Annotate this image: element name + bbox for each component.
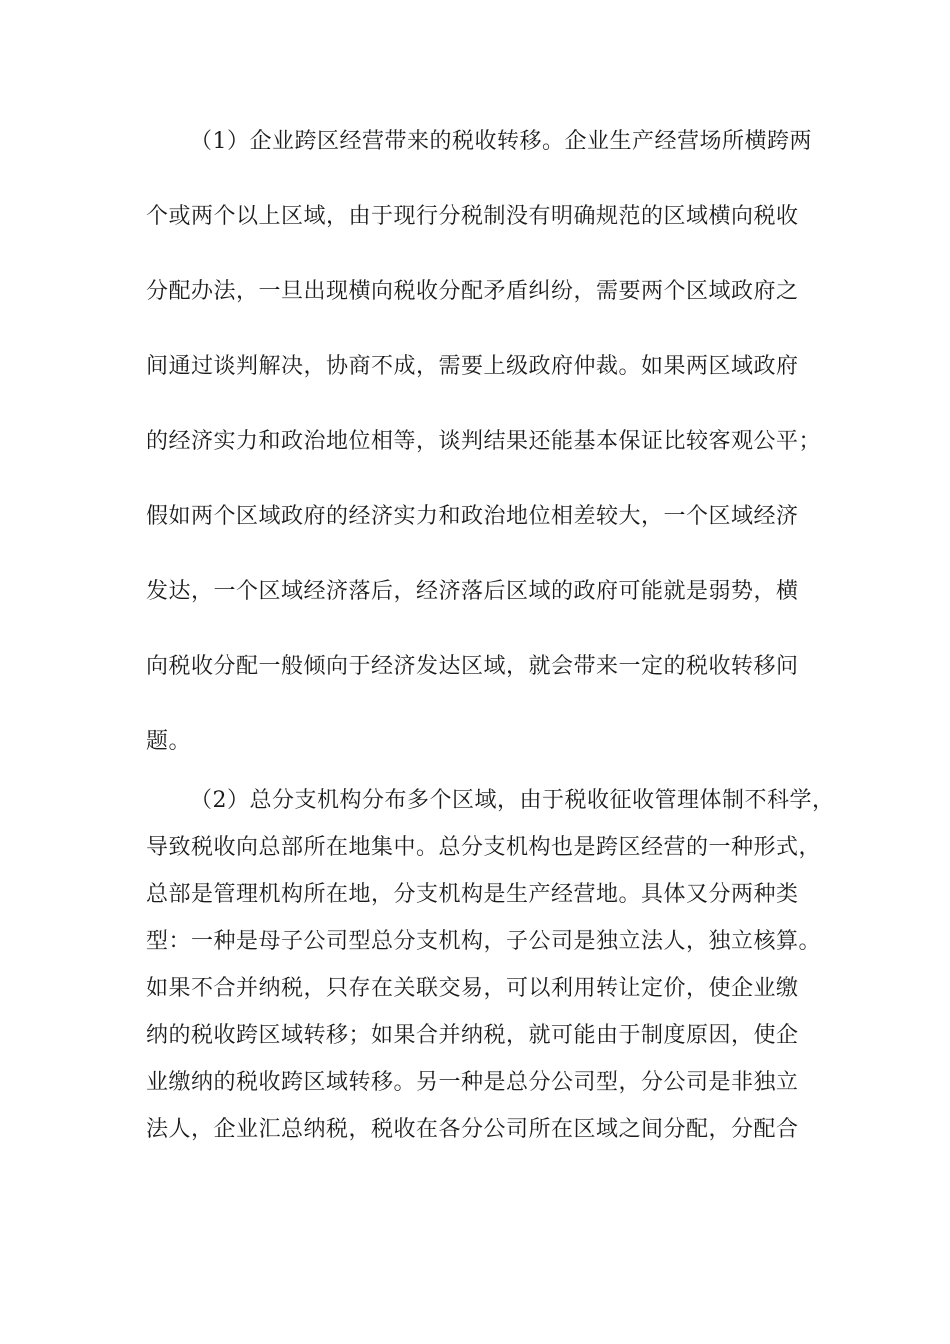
paragraph-2-line-1: （2）总分支机构分布多个区域，由于税收征收管理体制不科学， <box>190 788 835 813</box>
paragraph-1-line-2: 个或两个以上区域，由于现行分税制没有明确规范的区域横向税收 <box>146 204 799 229</box>
paragraph-1-line-3: 分配办法，一旦出现横向税收分配矛盾纠纷，需要两个区域政府之 <box>146 279 799 304</box>
paragraph-2-line-6: 纳的税收跨区域转移；如果合并纳税，就可能由于制度原因，使企 <box>146 1023 799 1048</box>
paragraph-1-line-8: 向税收分配一般倾向于经济发达区域，就会带来一定的税收转移问 <box>146 654 799 679</box>
paragraph-1-line-6: 假如两个区域政府的经济实力和政治地位相差较大，一个区域经济 <box>146 504 799 529</box>
paragraph-2-line-7: 业缴纳的税收跨区域转移。另一种是总分公司型，分公司是非独立 <box>146 1070 799 1095</box>
paragraph-1-line-5: 的经济实力和政治地位相等，谈判结果还能基本保证比较客观公平； <box>146 429 822 454</box>
paragraph-1-line-4: 间通过谈判解决，协商不成，需要上级政府仲裁。如果两区域政府 <box>146 354 799 379</box>
paragraph-2-line-2: 导致税收向总部所在地集中。总分支机构也是跨区经营的一种形式， <box>146 835 822 860</box>
paragraph-2-line-5: 如果不合并纳税，只存在关联交易，可以利用转让定价，使企业缴 <box>146 976 799 1001</box>
paragraph-2-line-8: 法人，企业汇总纳税，税收在各分公司所在区域之间分配，分配合 <box>146 1117 799 1142</box>
paragraph-1-line-7: 发达，一个区域经济落后，经济落后区域的政府可能就是弱势，横 <box>146 579 799 604</box>
paragraph-1-line-9: 题。 <box>146 729 192 754</box>
paragraph-2-line-3: 总部是管理机构所在地，分支机构是生产经营地。具体又分两种类 <box>146 882 799 907</box>
paragraph-2-line-4: 型：一种是母子公司型总分支机构，子公司是独立法人，独立核算。 <box>146 929 822 954</box>
paragraph-1-line-1: （1）企业跨区经营带来的税收转移。企业生产经营场所横跨两 <box>190 129 812 154</box>
